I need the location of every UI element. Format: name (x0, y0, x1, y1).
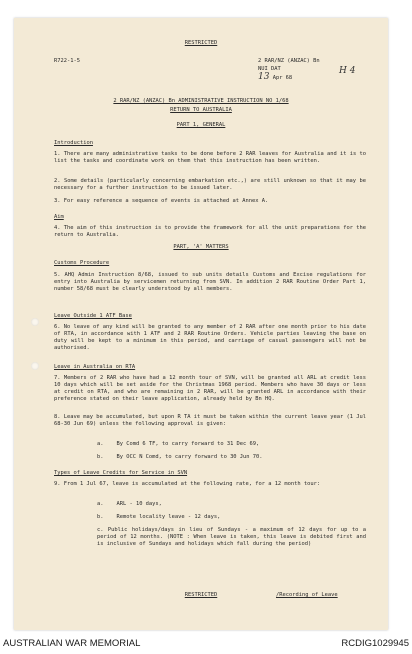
paragraph-7: 7. Members of 2 RAR who have had a 12 month tour of SVN, will be granted all ARL at credit less 10 days which will be set aside for the Christmas 1968 period. Members who have 30 days or less at credit on RTA, and who are remaining in 2 RAR, will be granted ARL in accordance with their preference stated on their leave application, already held by Bn HQ. (54, 375, 366, 402)
location: NUI DAT (258, 66, 281, 72)
paragraph-8a: a. By Comd 6 TF, to carry forward to 31 Dec 69, (97, 441, 260, 447)
paragraph-8b: b. By OCC N Comd, to carry forward to 30 Jun 70. (97, 454, 263, 460)
document-page (14, 18, 388, 630)
archive-institution: AUSTRALIAN WAR MEMORIAL (3, 638, 141, 649)
archive-record-id: RCDIG1029945 (341, 638, 409, 649)
section-heading-leave-outside: Leave Outside 1 ATF Base (54, 313, 132, 319)
handwritten-day: 13 (258, 72, 270, 82)
section-heading-leave-australia: Leave in Australia on RTA (54, 364, 136, 370)
file-reference: R722-1-5 (54, 58, 80, 64)
continuation-marker: /Recording of Leave (276, 592, 338, 598)
typed-month-year: Apr 68 (272, 75, 293, 81)
classification-bottom: RESTRICTED (184, 592, 218, 598)
paragraph-9c: c. Public holidays/days in lieu of Sundays - a maximum of 12 days for up to a period of 12 months. (NOTE : When leave is taken, this leave is debited first and is inclusive of Sundays and holidays which fall during the period) (97, 527, 366, 547)
unit-name: 2 RAR/NZ (ANZAC) Bn (258, 58, 320, 64)
paragraph-9a: a. ARL - 10 days, (97, 501, 162, 507)
paragraph-2: 2. Some details (particularly concerning embarkation etc.,) are still unknown so that it may be necessary for a further instruction to be issued later. (54, 178, 366, 191)
issue-date (258, 74, 292, 82)
paragraph-6: 6. No leave of any kind will be granted to any member of 2 RAR after one month prior to his date of RTA, in accordance with 1 ATF and 2 RAR Routine Orders. Vehicle parties leaving the base on duty will be kept to a minimum in this period, and carriage of casual passengers will not be authorised. (54, 324, 366, 351)
punch-hole (31, 318, 39, 326)
paragraph-9: 9. From 1 Jul 67, leave is accumulated at the following rate, for a 12 month tour: (54, 481, 321, 487)
paragraph-3: 3. For easy reference a sequence of events is attached at Annex A. (54, 198, 269, 204)
paragraph-4: 4. The aim of this instruction is to provide the framework for all the unit preparations for the return to Australia. (54, 225, 366, 238)
paragraph-9b: b. Remote locality leave - 12 days, (97, 514, 221, 520)
paragraph-5: 5. AHQ Admin Instruction 8/68, issued to sub units details Customs and Excise regulations for entry into Australia by servicemen returning from SVN. In addition 2 RAR Routine Order Part 1, number 58/68 must be clearly understood by all members. (54, 272, 366, 292)
instruction-title: 2 RAR/NZ (ANZAC) Bn ADMINISTRATIVE INSTRUCTION NO 1/68 (113, 98, 289, 104)
classification-top: RESTRICTED (184, 40, 218, 46)
part-a-heading: PART, 'A' MATTERS (173, 244, 229, 250)
section-heading-customs: Customs Procedure (54, 260, 110, 266)
instruction-subtitle: RETURN TO AUSTRALIA (170, 107, 232, 113)
handwritten-page-mark: H 4 (339, 66, 356, 76)
section-heading-types-of-leave: Types of Leave Credits for Service in SVN (54, 470, 188, 476)
section-heading-introduction: Introduction (54, 140, 93, 146)
punch-hole (31, 362, 39, 370)
paragraph-1: 1. There are many administrative tasks to be done before 2 RAR leaves for Australia and it is to list the tasks and coordinate work on them that this instruction has been written. (54, 151, 366, 164)
section-heading-aim: Aim (54, 214, 64, 220)
archive-footer (0, 632, 412, 654)
paragraph-8: 8. Leave may be accumulated, but upon R TA it must be taken within the current leave year (1 Jul 68-30 Jun 69) unless the following approval is given: (54, 414, 366, 427)
part-heading: PART 1, GENERAL (176, 122, 226, 128)
